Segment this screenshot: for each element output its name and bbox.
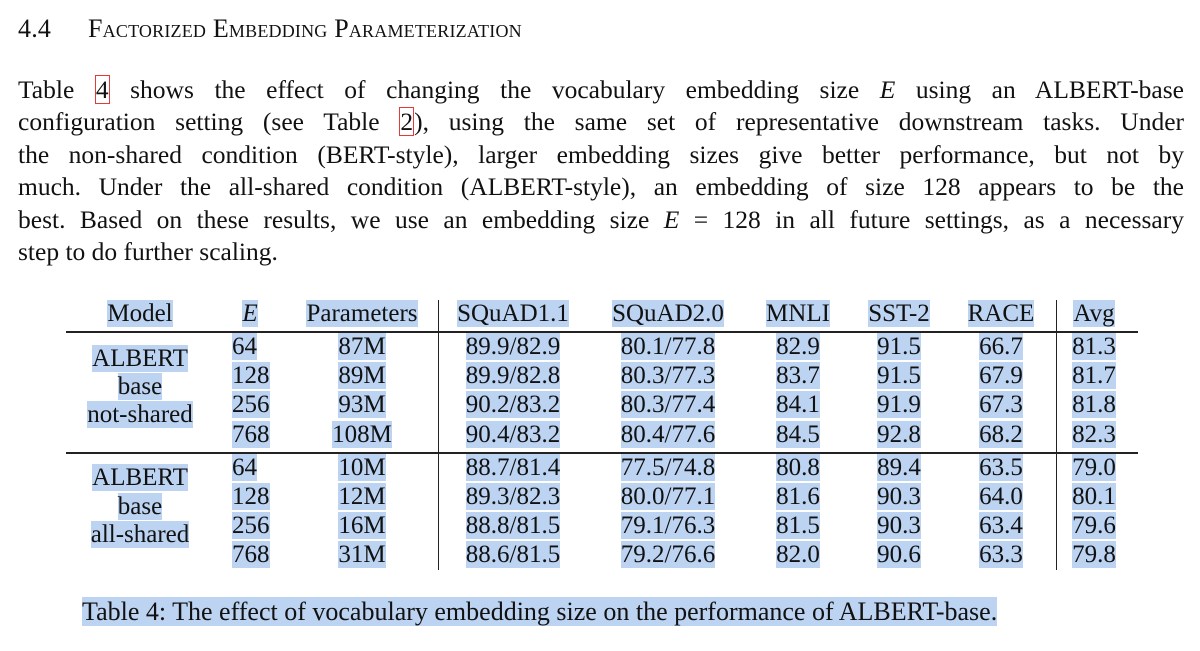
table-cell-text: 80.3/77.3 [620,362,716,390]
table-cell [232,391,270,419]
table-cell-text: 63.3 [979,541,1023,569]
table-cell-text: 31M [338,541,386,569]
table-cell [760,454,836,482]
table-cell [232,421,270,449]
table-header-cell-text: SST-2 [868,300,930,327]
table-cell [958,333,1044,361]
table-cell [861,512,937,540]
paragraph-text: shows the effect of changing the vocabulary embedding size [109,75,880,104]
table-cell-text: 81.3 [1072,333,1116,360]
paragraph-line [18,139,1184,171]
table-group-label [80,493,200,521]
table-group-label [80,464,200,492]
table-column-rule [1056,300,1057,570]
table-cell-text: 92.8 [877,420,921,448]
paragraph-text: ), using the same set of representative downstream tasks. Under [414,107,1185,137]
table-cell-text: 128 [232,483,270,510]
table-cell [297,362,427,390]
table-cell-text: 81.8 [1072,391,1116,419]
table-cell [452,512,574,540]
table-header-cell [297,300,427,328]
math-variable: E [663,204,680,234]
section-title: Factorized Embedding Parameterization [88,14,522,43]
paragraph-line [18,106,1184,138]
table-cell-text: 81.6 [776,483,820,510]
table-cell-text: 89.9/82.9 [465,333,561,360]
table-cell [1063,541,1125,569]
table-group-label-text: base [117,373,163,400]
table-cell [604,333,732,361]
table-header-cell-text: RACE [967,300,1035,327]
table-cell [604,512,732,540]
table-cell-text: 256 [232,512,270,540]
table-cell-text: 256 [232,391,270,419]
table-cell [232,512,270,540]
paragraph-text: much. Under the all-shared condition (ALBERT-style), an embedding of size 128 appears to be the [18,172,1184,202]
table-cell [297,512,427,540]
table-group-label [80,345,200,373]
table-cell-text: 91.5 [877,362,921,390]
table-cell [232,333,257,361]
paragraph-line [18,204,1184,236]
table-cell [232,362,270,390]
table-group-label [80,401,200,429]
table-cell [760,483,836,511]
table-cell [604,421,732,449]
table-cell [452,333,574,361]
paragraph-text: = 128 in all future settings, as a necessary [679,204,1184,234]
table-cell [297,333,427,361]
table-cell [861,454,937,482]
table-cell-text: 83.7 [776,362,820,390]
table-cell [760,421,836,449]
table-cell-text: 80.1/77.8 [620,333,716,360]
section-number: 4.4 [18,14,52,43]
table-cell-text: 79.1/76.3 [620,512,716,540]
table-cell-text: 80.3/77.4 [620,391,716,419]
table-ref-link[interactable]: 4 [95,75,109,104]
table-cell [232,541,270,569]
table-header-cell-text: Model [107,300,173,327]
table-cell [297,454,427,482]
table-cell-text: 90.6 [877,541,921,569]
table-cell [1063,421,1125,449]
table-cell [1063,391,1125,419]
table-cell [958,391,1044,419]
table-cell-text: 64 [232,453,257,481]
paragraph-line [18,171,1184,203]
table-cell-text: 63.4 [979,512,1023,540]
table-cell [297,391,427,419]
table-cell [958,454,1044,482]
table-cell-text: 12M [338,483,386,510]
table-cell [1063,333,1125,361]
table-cell [760,362,836,390]
table-group-label-text: ALBERT [92,464,188,491]
table-cell [232,454,257,482]
table-cell-text: 79.0 [1072,453,1116,481]
table-cell-text: 91.9 [877,391,921,419]
table-cell-text: 128 [232,362,270,390]
table-cell [861,421,937,449]
table-cell [760,391,836,419]
table-cell-text: 67.3 [979,391,1023,419]
paragraph-text: using an ALBERT-base [895,75,1184,104]
table-caption-text: Table 4: The effect of vocabulary embedding size on the performance of ALBERT-base. [82,597,998,626]
table-cell [1063,483,1125,511]
table-cell [452,454,574,482]
table-cell-text: 91.5 [877,333,921,360]
table-cell-text: 80.4/77.6 [620,420,716,448]
table-cell-text: 82.9 [776,333,820,360]
table-cell-text: 80.1 [1072,483,1116,510]
table-cell-text: 108M [332,420,392,448]
paragraph-text: Table [18,75,95,104]
table-cell-text: 90.3 [877,512,921,540]
table-cell-text: 82.0 [776,541,820,569]
paragraph-line [18,74,1184,106]
table-cell-text: 63.5 [979,453,1023,481]
table-group-label [80,373,200,401]
table-header-cell [1063,300,1125,328]
table-header-cell-text: Avg [1073,300,1115,327]
table-header-cell [958,300,1044,328]
table-cell-text: 77.5/74.8 [620,453,716,481]
table-cell-text: 84.5 [776,420,820,448]
table-cell [958,421,1044,449]
table-cell-text: 89M [338,362,386,390]
table-cell-text: 88.6/81.5 [465,541,561,569]
table-cell [452,541,574,569]
table-group-label-text: all-shared [90,521,190,548]
paragraph-text: step to do further scaling. [18,237,278,267]
table-cell-text: 68.2 [979,420,1023,448]
table-header-cell-text: Parameters [306,300,418,327]
table-cell [604,391,732,419]
table-cell-text: 79.6 [1072,512,1116,540]
table-group-label-text: not-shared [87,401,193,428]
table-cell [760,541,836,569]
table-header-cell [90,300,190,328]
table-column-rule [438,300,439,570]
table-cell [958,483,1044,511]
table-cell-text: 10M [338,453,386,481]
table-header-cell [760,300,836,328]
table-cell-text: 82.3 [1072,420,1116,448]
paragraph-line [18,236,1184,268]
table-header-cell [604,300,732,328]
table-cell-text: 768 [232,541,270,569]
table-cell-text: 90.3 [877,483,921,510]
table-cell [297,483,427,511]
table-cell-text: 89.4 [877,453,921,481]
table-cell [232,483,270,511]
table-cell-text: 81.5 [776,512,820,540]
table-cell [1063,362,1125,390]
table-cell-text: 90.4/83.2 [465,420,561,448]
table-cell [452,421,574,449]
table-group-label [80,521,200,549]
table-cell [760,333,836,361]
body-paragraph [18,74,1184,268]
table-cell [861,483,937,511]
table-cell-text: 66.7 [979,333,1023,360]
table-cell-text: 16M [338,512,386,540]
table-cell [958,512,1044,540]
math-variable: E [879,75,896,104]
paragraph-text: configuration setting (see Table [18,107,400,137]
table-cell-text: 89.3/82.3 [465,483,561,510]
table-cell [604,483,732,511]
table-cell [958,541,1044,569]
table-cell-text: 79.2/76.6 [620,541,716,569]
section-heading [18,14,522,44]
table-cell [452,483,574,511]
table-cell-text: 768 [232,420,270,448]
table-cell [760,512,836,540]
table-cell [861,541,937,569]
table-cell-text: 90.2/83.2 [465,391,561,419]
paragraph-text: best. Based on these results, we use an embedding size [18,204,664,234]
table-ref-link[interactable]: 2 [400,107,414,137]
table-cell-text: 88.7/81.4 [465,453,561,481]
table-group-label-text: base [117,493,163,520]
table-caption [82,596,997,628]
table-cell-text: 80.0/77.1 [620,483,716,510]
table-cell-text: 81.7 [1072,362,1116,390]
table-header-cell-text: SQuAD2.0 [612,300,724,327]
table-cell-text: 64.0 [979,483,1023,510]
table-header-cell [452,300,574,328]
table-cell-text: 93M [338,391,386,419]
table-cell [604,454,732,482]
table-cell-text: 79.8 [1072,541,1116,569]
table-cell-text: 80.8 [776,453,820,481]
table-cell [1063,454,1125,482]
table-cell-text: 87M [338,333,386,360]
table-cell [861,391,937,419]
table-cell [861,333,937,361]
table-cell [452,362,574,390]
table-cell [958,362,1044,390]
table-cell-text: 67.9 [979,362,1023,390]
table-header-cell-text: E [242,300,258,327]
table-header-cell [861,300,937,328]
table-cell [604,541,732,569]
table-header-cell-text: MNLI [766,300,830,327]
table-cell [452,391,574,419]
table-header-cell-text: SQuAD1.1 [457,300,569,327]
table-cell-text: 89.9/82.8 [465,362,561,390]
table-header-cell [225,300,275,328]
table-cell [1063,512,1125,540]
table-cell [861,362,937,390]
table-cell-text: 88.8/81.5 [465,512,561,540]
table-cell [604,362,732,390]
table-group-label-text: ALBERT [92,345,188,372]
paragraph-text: the non-shared condition (BERT-style), larger embedding sizes give better performance, but not by [18,139,1184,169]
table-cell-text: 64 [232,333,257,360]
table-cell-text: 84.1 [776,391,820,419]
table-cell [297,541,427,569]
table-cell [297,421,427,449]
